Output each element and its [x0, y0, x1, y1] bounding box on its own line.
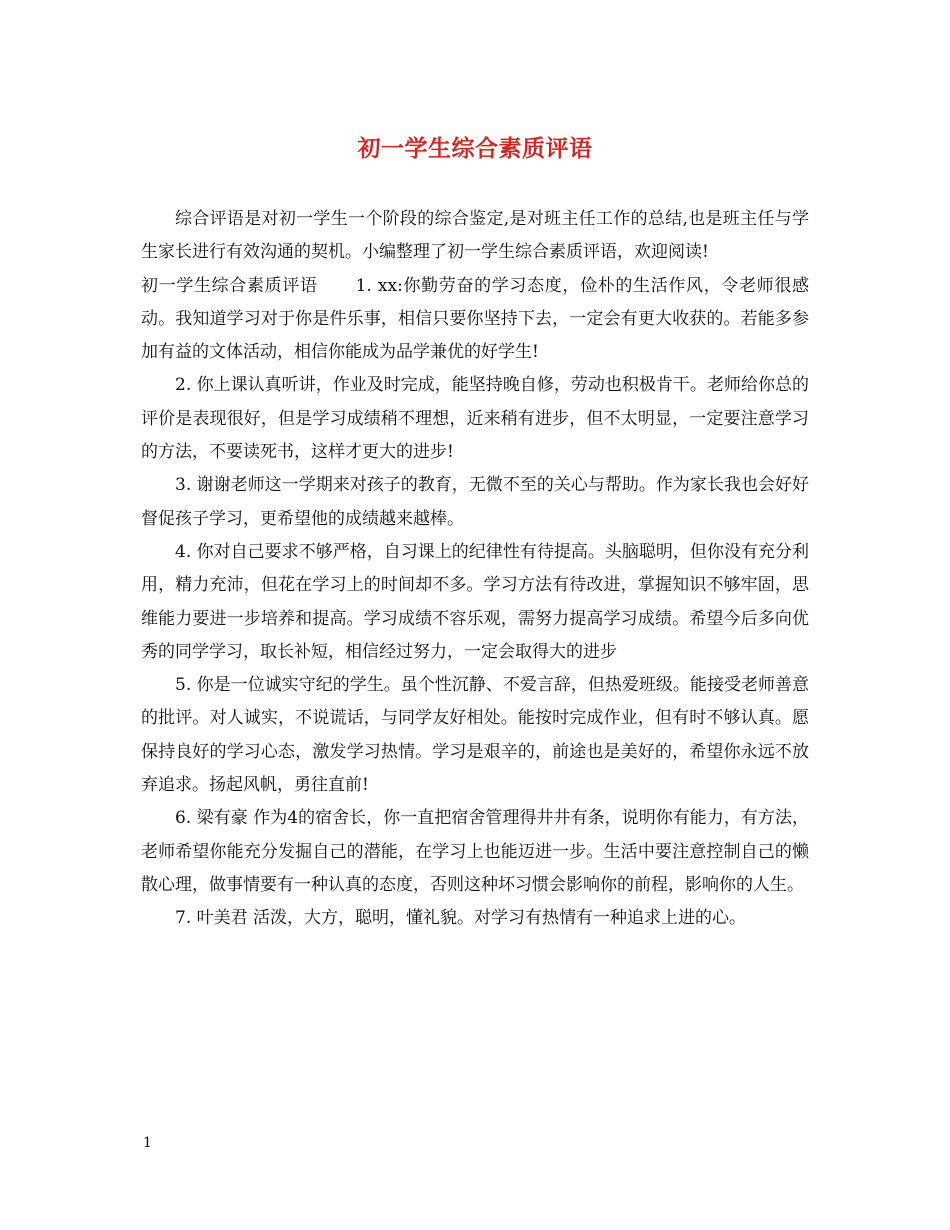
comment-6-paragraph: 6. 梁有豪 作为4的宿舍长，你一直把宿舍管理得井井有条，说明你有能力，有方法，老师希望你能充分发掘自己的潜能，在学习上也能迈进一步。生活中要注意控制自己的懒散心理，做事情要有一种认真的态度，否则这种坏习惯会影响你的前程，影响你的人生。 [141, 808, 809, 895]
comment-2-paragraph: 2. 你上课认真听讲，作业及时完成，能坚持晚自修，劳动也积极肯干。老师给你总的评价是表现很好，但是学习成绩稍不理想，近来稍有进步，但不太明显，一定要注意学习的方法，不要读死书，这样才更大的进步! [141, 375, 809, 463]
comment-1-text: 1. xx:你勤劳奋的学习态度，俭朴的生活作风，令老师很感动。我知道学习对于你是件乐事，相信只要你坚持下去，一定会有更大收获的。若能多参加有益的文体活动，相信你能成为品学兼优的好学生! [141, 275, 809, 363]
document-body [141, 203, 809, 936]
first-comment-paragraph [141, 270, 809, 370]
intro-paragraph: 综合评语是对初一学生一个阶段的综合鉴定,是对班主任工作的总结,也是班主任与学生家长进行有效沟通的契机。小编整理了初一学生综合素质评语，欢迎阅读! [141, 209, 809, 263]
comment-5-paragraph: 5. 你是一位诚实守纪的学生。虽个性沉静、不爱言辞，但热爱班级。能接受老师善意的批评。对人诚实，不说谎话，与同学友好相处。能按时完成作业，但有时不够认真。愿保持良好的学习心态，激发学习热情。学习是艰辛的，前途也是美好的，希望你永远不放弃追求。扬起风帆，勇往直前! [141, 675, 809, 796]
page-title: 初一学生综合素质评语 [357, 135, 593, 162]
comment-4-paragraph: 4. 你对自己要求不够严格，自习课上的纪律性有待提高。头脑聪明，但你没有充分利用，精力充沛，但花在学习上的时间却不多。学习方法有待改进，掌握知识不够牢固，思维能力要进一步培养和提高。学习成绩不容乐观，需努力提高学习成绩。希望今后多向优秀的同学学习，取长补短，相信经过努力，一定会取得大的进步 [141, 541, 809, 662]
section-subheading: 初一学生综合素质评语 [141, 275, 318, 296]
page-number: 1 [143, 1135, 152, 1151]
comment-7-paragraph: 7. 叶美君 活泼，大方，聪明，懂礼貌。对学习有热情有一种追求上进的心。 [175, 908, 747, 929]
comment-3-paragraph: 3. 谢谢老师这一学期来对孩子的教育，无微不至的关心与帮助。作为家长我也会好好督促孩子学习，更希望他的成绩越来越棒。 [141, 475, 809, 529]
